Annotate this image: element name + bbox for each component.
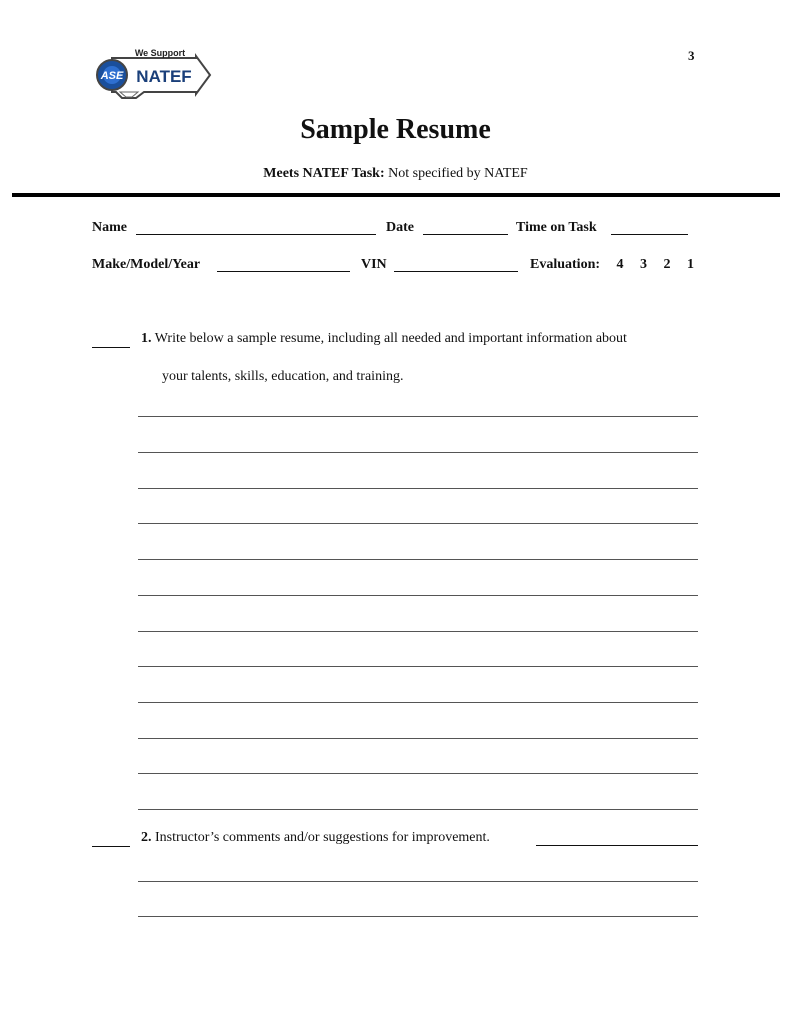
question-1-number: 1. (141, 331, 152, 346)
answer-line[interactable] (138, 809, 698, 810)
answer-line[interactable] (138, 523, 698, 524)
question-2 (141, 830, 490, 846)
evaluation-score-1[interactable]: 1 (687, 257, 695, 272)
task-label: Meets NATEF Task: (263, 166, 385, 181)
answer-line[interactable] (138, 595, 698, 596)
page-title: Sample Resume (300, 114, 491, 145)
question-2-text: Instructor’s comments and/or suggestions for improvement. (155, 830, 490, 845)
header-divider (12, 193, 780, 197)
natef-key-logo-icon (92, 44, 222, 106)
evaluation-score-4[interactable]: 4 (616, 257, 624, 272)
answer-line[interactable] (138, 452, 698, 453)
we-support-text: We Support (134, 48, 186, 58)
answer-line[interactable] (138, 773, 698, 774)
vehicle-label: Make/Model/Year (92, 257, 201, 272)
natef-text: NATEF (136, 67, 192, 86)
time-on-task-label: Time on Task (516, 220, 597, 235)
natef-logo (92, 44, 222, 106)
answer-line[interactable] (138, 559, 698, 560)
vin-label: VIN (361, 257, 387, 272)
evaluation-score-2[interactable]: 2 (663, 257, 671, 272)
answer-line[interactable] (138, 702, 698, 703)
question-1 (141, 331, 627, 347)
question-1-check-blank[interactable] (92, 347, 130, 348)
date-label: Date (386, 220, 414, 235)
evaluation-score-3[interactable]: 3 (640, 257, 648, 272)
ase-text: ASE (100, 70, 124, 82)
question-2-number: 2. (141, 830, 152, 845)
comment-line[interactable] (138, 881, 698, 882)
task-value: Not specified by NATEF (388, 166, 528, 181)
evaluation (530, 257, 694, 273)
time-on-task-field[interactable] (611, 234, 688, 235)
vin-field[interactable] (394, 271, 518, 272)
evaluation-label: Evaluation: (530, 257, 601, 272)
name-field[interactable] (136, 234, 376, 235)
question-1-text-continued: your talents, skills, education, and training. (162, 369, 404, 384)
date-field[interactable] (423, 234, 508, 235)
vehicle-field[interactable] (217, 271, 350, 272)
natef-task-line (0, 166, 791, 182)
answer-line[interactable] (138, 666, 698, 667)
name-label: Name (92, 220, 127, 235)
comment-line[interactable] (536, 845, 698, 846)
answer-line[interactable] (138, 631, 698, 632)
question-2-check-blank[interactable] (92, 846, 130, 847)
answer-line[interactable] (138, 416, 698, 417)
comment-line[interactable] (138, 916, 698, 917)
answer-line[interactable] (138, 738, 698, 739)
page-number: 3 (688, 48, 695, 63)
question-1-text: Write below a sample resume, including all needed and important information about (154, 331, 627, 346)
answer-line[interactable] (138, 488, 698, 489)
